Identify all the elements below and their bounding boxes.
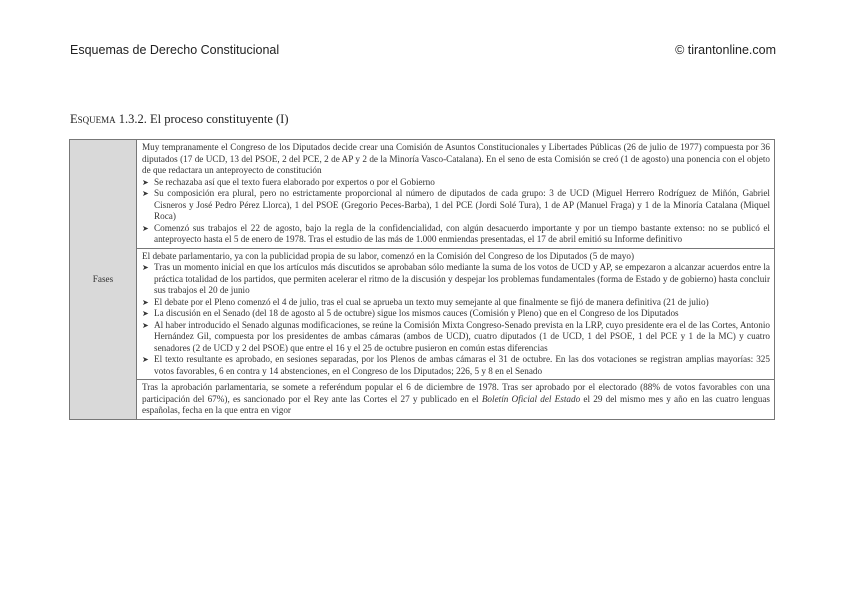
phases-label: Fases bbox=[70, 140, 137, 420]
block-commission-list bbox=[142, 177, 770, 246]
list-item: ➤ Tras un momento inicial en que los artículos más discutidos se aprobaban sólo mediante la suma de los votos de UCD y AP, se empezaron a alcanzar acuerdos entre la práctica totalidad de los partidos, que permiten acelerar el ritmo de la discusión y despejar los problemas fundamentales (forma de Estado y de gobierno) hasta concluir sus trabajos el 20 de junio bbox=[142, 262, 770, 295]
block-commission bbox=[137, 140, 774, 249]
scheme-table bbox=[69, 139, 775, 420]
list-item: ➤ El debate por el Pleno comenzó el 4 de julio, tras el cual se aprueba un texto muy semejante al que finalmente se fijó de manera definitiva (21 de julio) bbox=[142, 296, 709, 307]
arrow-right-icon: ➤ bbox=[142, 320, 149, 330]
arrow-right-icon: ➤ bbox=[142, 223, 149, 233]
list-item: ➤ Se rechazaba así que el texto fuera elaborado por expertos o por el Gobierno bbox=[142, 176, 435, 187]
scheme-title-text: 1.3.2. El proceso constituyente (I) bbox=[115, 112, 289, 126]
arrow-right-icon: ➤ bbox=[142, 309, 149, 318]
arrow-right-icon: ➤ bbox=[142, 297, 149, 307]
block-debate-intro: El debate parlamentario, ya con la publicidad propia de su labor, comenzó en la Comisión del Congreso de los Diputados (5 de mayo) bbox=[142, 250, 635, 261]
arrow-right-icon: ➤ bbox=[142, 177, 149, 187]
list-item: ➤ La discusión en el Senado (del 18 de agosto al 5 de octubre) sigue los mismos cauces (Comisión y Pleno) que en el Congreso de los Diputados bbox=[142, 308, 679, 318]
block-debate-list bbox=[142, 262, 770, 377]
list-item: ➤ El texto resultante es aprobado, en sesiones separadas, por los Plenos de ambas cámaras el 31 de octubre. En las dos votaciones se registran amplias mayorías: 325 votos favorables, 6 en contra y 14 abstenciones, en el Congreso de los Diputados; 226, 5 y 8 en el Senado bbox=[142, 354, 770, 376]
block-referendum-text: Tras la aprobación parlamentaria, se somete a referéndum popular el 6 de diciembre de 1978. Tras ser aprobado por el electorado (88% de votos favorables con una participación del 67%), es sancionado por el Rey ante las Cortes el 27 y publicado en el Boletín Oficial del Estado el 29 del mismo mes y año en las cuatro lenguas españolas, fecha en la que entra en vigor bbox=[142, 382, 770, 415]
scheme-title-prefix: Esquema bbox=[70, 112, 116, 126]
arrow-right-icon: ➤ bbox=[142, 355, 149, 364]
boe-italic: Boletín Oficial del Estado bbox=[481, 393, 581, 404]
phases-content bbox=[137, 140, 775, 420]
list-item: ➤ Al haber introducido el Senado algunas modificaciones, se reúne la Comisión Mixta Congreso-Senado prevista en la LRP, cuyo presidente era el de las Cortes, Antonio Hernández Gil, compuesta por los presidentes de ambas cámaras (ambos de UCD), cuatro diputados (1 de UCD, 1 del PSOE, 1 del PCE y 1 de la MC) y cuatro senadores (2 de UCD y 2 del PSOE) que entre el 16 y el 25 de octubre pusieron en común estas diferencias bbox=[142, 319, 770, 353]
running-header-right: © tirantonline.com bbox=[675, 43, 776, 57]
list-item: ➤ Comenzó sus trabajos el 22 de agosto, bajo la regla de la confidencialidad, con algún desacuerdo importante y por un tiempo bastante extenso: no se publicó el anteproyecto hasta el 5 de enero de 1978. Tras el estudio de las más de 1.000 enmiendas presentadas, el 17 de abril emitió su Informe definitivo bbox=[142, 222, 770, 244]
scheme-title bbox=[70, 112, 289, 127]
arrow-right-icon: ➤ bbox=[142, 189, 149, 198]
list-item: ➤ Su composición era plural, pero no estrictamente proporcional al número de diputados de cada grupo: 3 de UCD (Miguel Herrero Rodríguez de Miñón, Gabriel Cisneros y José Pedro Pérez Llorca), 1 del PSOE (Gregorio Peces-Barba), 1 del PCE (Jordi Solé Tura), 1 de AP (Manuel Fraga) y 1 de la Minoría Catalana (Miquel Roca) bbox=[142, 188, 770, 221]
running-header-left: Esquemas de Derecho Constitucional bbox=[70, 43, 280, 57]
block-referendum bbox=[137, 380, 774, 419]
block-commission-intro: Muy tempranamente el Congreso de los Diputados decide crear una Comisión de Asuntos Constitucionales y Libertades Públicas (26 de julio de 1977) compuesta por 36 diputados (17 de UCD, 13 del PSOE, 2 del PCE, 2 de AP y 2 de la Minoría Vasco-Catalana). En el seno de esta Comisión se creó (1 de agosto) una ponencia con el objeto de que redactara un anteproyecto de constitución bbox=[142, 142, 770, 175]
arrow-right-icon: ➤ bbox=[142, 263, 149, 272]
block-parliamentary-debate bbox=[137, 249, 774, 381]
